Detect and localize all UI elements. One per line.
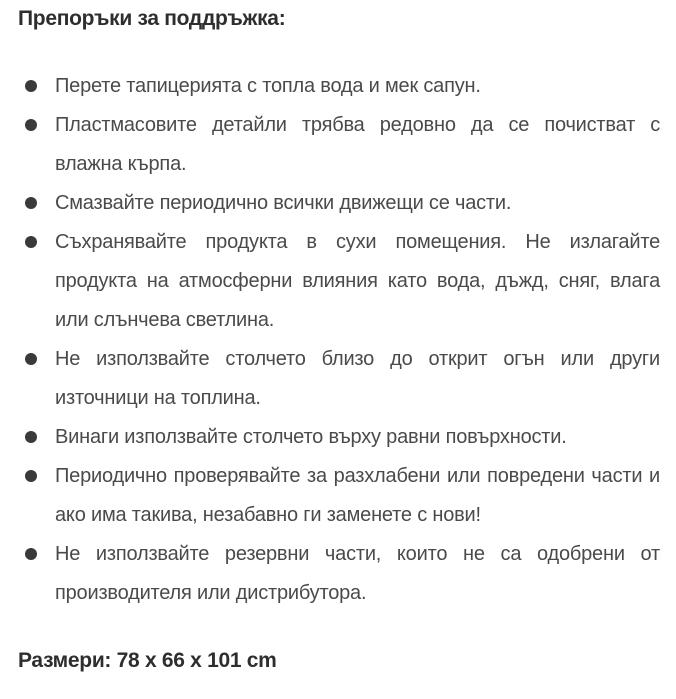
list-item xyxy=(0,67,676,106)
list-item xyxy=(0,535,676,613)
list-item xyxy=(0,223,676,340)
list-item-text: Периодично проверявайте за разхлабени или повредени части и ако има такива, незабавно ги заменете с нови! xyxy=(55,465,660,526)
bullet-icon xyxy=(25,470,37,482)
list-item-text: Не използвайте столчето близо до открит огън или други източници на топлина. xyxy=(55,348,660,409)
bullet-icon xyxy=(25,197,37,209)
bullet-icon xyxy=(25,119,37,131)
care-heading: Препоръки за поддръжка: xyxy=(18,7,286,30)
list-item-text: Пластмасовите детайли трябва редовно да се почистват с влажна кърпа. xyxy=(55,114,660,175)
list-item-text: Перете тапицерията с топла вода и мек сапун. xyxy=(55,75,481,97)
list-item xyxy=(0,184,676,223)
bullet-icon xyxy=(25,431,37,443)
bullet-icon xyxy=(25,548,37,560)
list-item-text: Съхранявайте продукта в сухи помещения. Не излагайте продукта на атмосферни влияния като вода, дъжд, сняг, влага или слънчева светлина. xyxy=(55,231,660,331)
dimensions-label: Размери: 78 x 66 x 101 cm xyxy=(18,649,277,672)
list-item-text: Винаги използвайте столчето върху равни повърхности. xyxy=(55,426,567,448)
list-item xyxy=(0,457,676,535)
list-item-text: Смазвайте периодично всички движещи се части. xyxy=(55,192,512,214)
bullet-icon xyxy=(25,80,37,92)
list-item xyxy=(0,340,676,418)
list-item xyxy=(0,106,676,184)
list-item-text: Не използвайте резервни части, които не са одобрени от производителя или дистрибутора. xyxy=(55,543,660,604)
bullet-icon xyxy=(25,353,37,365)
list-item xyxy=(0,418,676,457)
care-list xyxy=(0,67,676,613)
bullet-icon xyxy=(25,236,37,248)
